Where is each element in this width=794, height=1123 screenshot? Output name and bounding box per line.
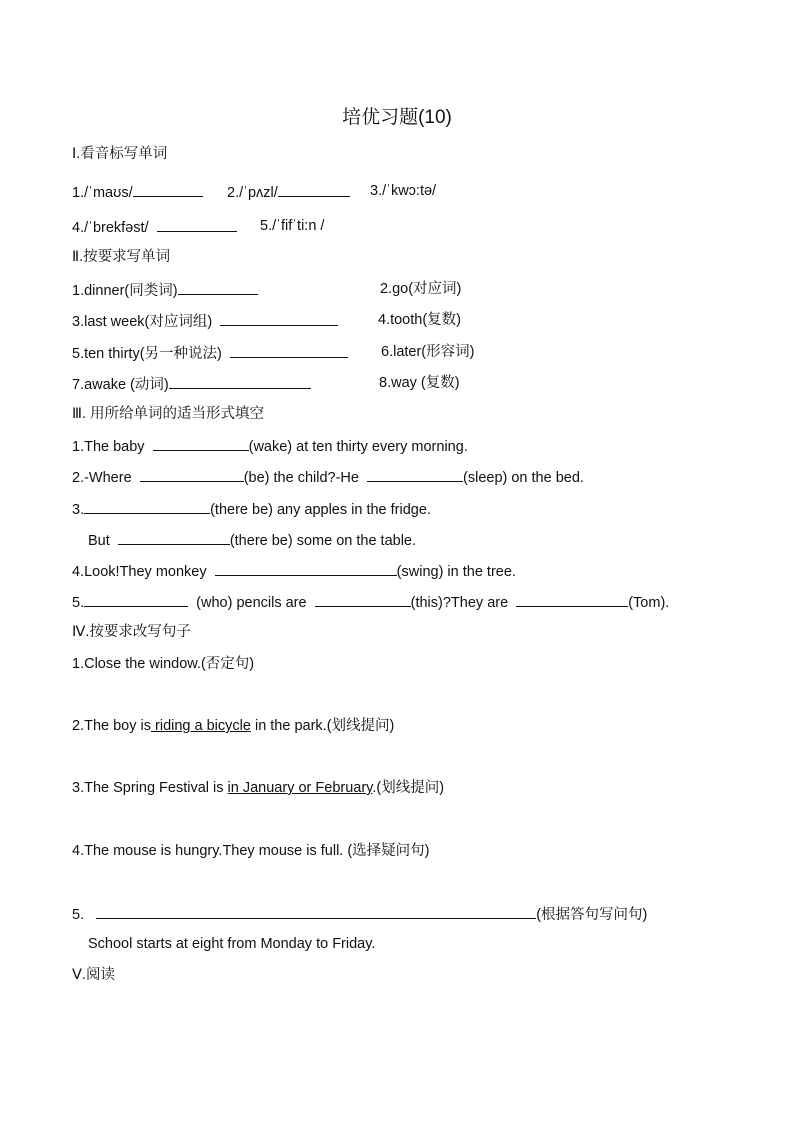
s4-q3-text-b: .(划线提问) <box>372 780 445 796</box>
section-1-heading: Ⅰ.看音标写单词 <box>72 146 168 162</box>
s3-question-5 <box>72 592 669 612</box>
s4-q3-text-a: 3.The Spring Festival is <box>72 780 228 796</box>
s4-q2-underlined: riding a bicycle <box>151 718 251 734</box>
s2-item-1 <box>72 280 258 300</box>
s2-item-5-text: 5.ten thirty(另一种说法) <box>72 346 222 362</box>
answer-blank[interactable] <box>96 904 536 919</box>
s2-item-5 <box>72 343 348 363</box>
s4-question-1: 1.Close the window.(否定句) <box>72 656 255 672</box>
s2-item-4-text: 4.tooth(复数) <box>378 312 461 328</box>
section-4-heading: Ⅳ.按要求改写句子 <box>72 624 191 640</box>
s3-question-4 <box>72 561 516 581</box>
answer-blank[interactable] <box>367 467 463 482</box>
answer-blank[interactable] <box>516 592 628 607</box>
s2-item-3 <box>72 311 338 331</box>
s2-item-3-text: 3.last week(对应词组) <box>72 314 213 330</box>
s4-q3-underlined: in January or February <box>227 780 373 796</box>
s3-q4-text-b: (swing) in the tree. <box>396 564 516 580</box>
s1-item-3-text: 3./ˈkwɔ:tə/ <box>370 183 437 199</box>
s4-question-4: 4.The mouse is hungry.They mouse is full. (选择疑问句) <box>72 843 430 859</box>
s1-item-4-text: 4./ˈbrekfəst/ <box>72 220 149 236</box>
s3-q5-text-b: (who) pencils are <box>196 595 307 611</box>
answer-blank[interactable] <box>178 280 258 295</box>
s3-q3-text-a: 3. <box>72 502 85 518</box>
answer-blank[interactable] <box>157 217 237 232</box>
answer-blank[interactable] <box>215 561 397 576</box>
s3-q5-text-c: (this)?They are <box>410 595 509 611</box>
s3-question-3 <box>72 499 431 519</box>
answer-blank[interactable] <box>118 530 230 545</box>
answer-blank[interactable] <box>133 182 203 197</box>
s1-item-1 <box>72 182 203 202</box>
s3-q2-text-c: (sleep) on the bed. <box>463 470 584 486</box>
s3-question-1 <box>72 436 468 456</box>
s2-item-7-text: 7.awake (动词) <box>72 377 169 393</box>
s3-question-2 <box>72 467 584 487</box>
s2-item-6 <box>381 343 474 361</box>
answer-blank[interactable] <box>153 436 249 451</box>
s4-question-5 <box>72 904 647 924</box>
s3-q1-text-a: 1.The baby <box>72 439 145 455</box>
answer-blank[interactable] <box>169 374 311 389</box>
answer-blank[interactable] <box>84 592 188 607</box>
answer-blank[interactable] <box>84 499 210 514</box>
s3-q5-text-a: 5. <box>72 595 85 611</box>
s4-question-2 <box>72 717 394 735</box>
page-title: 培优习题(10) <box>342 107 452 128</box>
answer-blank[interactable] <box>140 467 244 482</box>
s1-item-2 <box>227 182 350 202</box>
s2-item-2-text: 2.go(对应词) <box>380 281 462 297</box>
section-2-heading: Ⅱ.按要求写单词 <box>72 249 171 265</box>
answer-blank[interactable] <box>278 182 350 197</box>
s3-question-3b <box>88 530 416 550</box>
s2-item-2 <box>380 280 461 298</box>
s3-q1-text-b: (wake) at ten thirty every morning. <box>248 439 468 455</box>
s1-item-5 <box>260 217 324 235</box>
s2-item-4 <box>378 311 461 329</box>
s2-item-7 <box>72 374 311 394</box>
section-5-heading: Ⅴ.阅读 <box>72 967 115 983</box>
s4-q5-answer: School starts at eight from Monday to Friday. <box>88 936 376 952</box>
s4-q5-text-b: (根据答句写问句) <box>536 907 648 923</box>
s2-item-8 <box>379 374 460 392</box>
s3-q3b-text-a: But <box>88 533 110 549</box>
answer-blank[interactable] <box>220 311 338 326</box>
section-3-heading: Ⅲ. 用所给单词的适当形式填空 <box>72 406 265 422</box>
s4-q2-text-a: 2.The boy is <box>72 718 151 734</box>
s2-item-8-text: 8.way (复数) <box>379 375 460 391</box>
s3-q5-text-d: (Tom). <box>628 595 670 611</box>
s1-item-4 <box>72 217 237 237</box>
answer-blank[interactable] <box>230 343 348 358</box>
s3-q2-text-b: (be) the child?-He <box>243 470 359 486</box>
s3-q2-text-a: 2.-Where <box>72 470 132 486</box>
s1-item-3 <box>370 182 436 200</box>
s3-q3b-text-b: (there be) some on the table. <box>229 533 417 549</box>
s2-item-6-text: 6.later(形容词) <box>381 344 475 360</box>
s2-item-1-text: 1.dinner(同类词) <box>72 283 178 299</box>
s4-q2-text-b: in the park.(划线提问) <box>250 718 395 734</box>
s1-item-1-text: 1./ˈmaʊs/ <box>72 185 133 201</box>
s1-item-2-text: 2./ˈpʌzl/ <box>227 185 278 201</box>
s4-q5-text-a: 5. <box>72 907 85 923</box>
s3-q4-text-a: 4.Look!They monkey <box>72 564 207 580</box>
answer-blank[interactable] <box>315 592 411 607</box>
s3-q3-text-b: (there be) any apples in the fridge. <box>210 502 431 518</box>
s1-item-5-text: 5./ˈfifˈti:n / <box>260 218 325 234</box>
s4-question-3 <box>72 779 444 797</box>
